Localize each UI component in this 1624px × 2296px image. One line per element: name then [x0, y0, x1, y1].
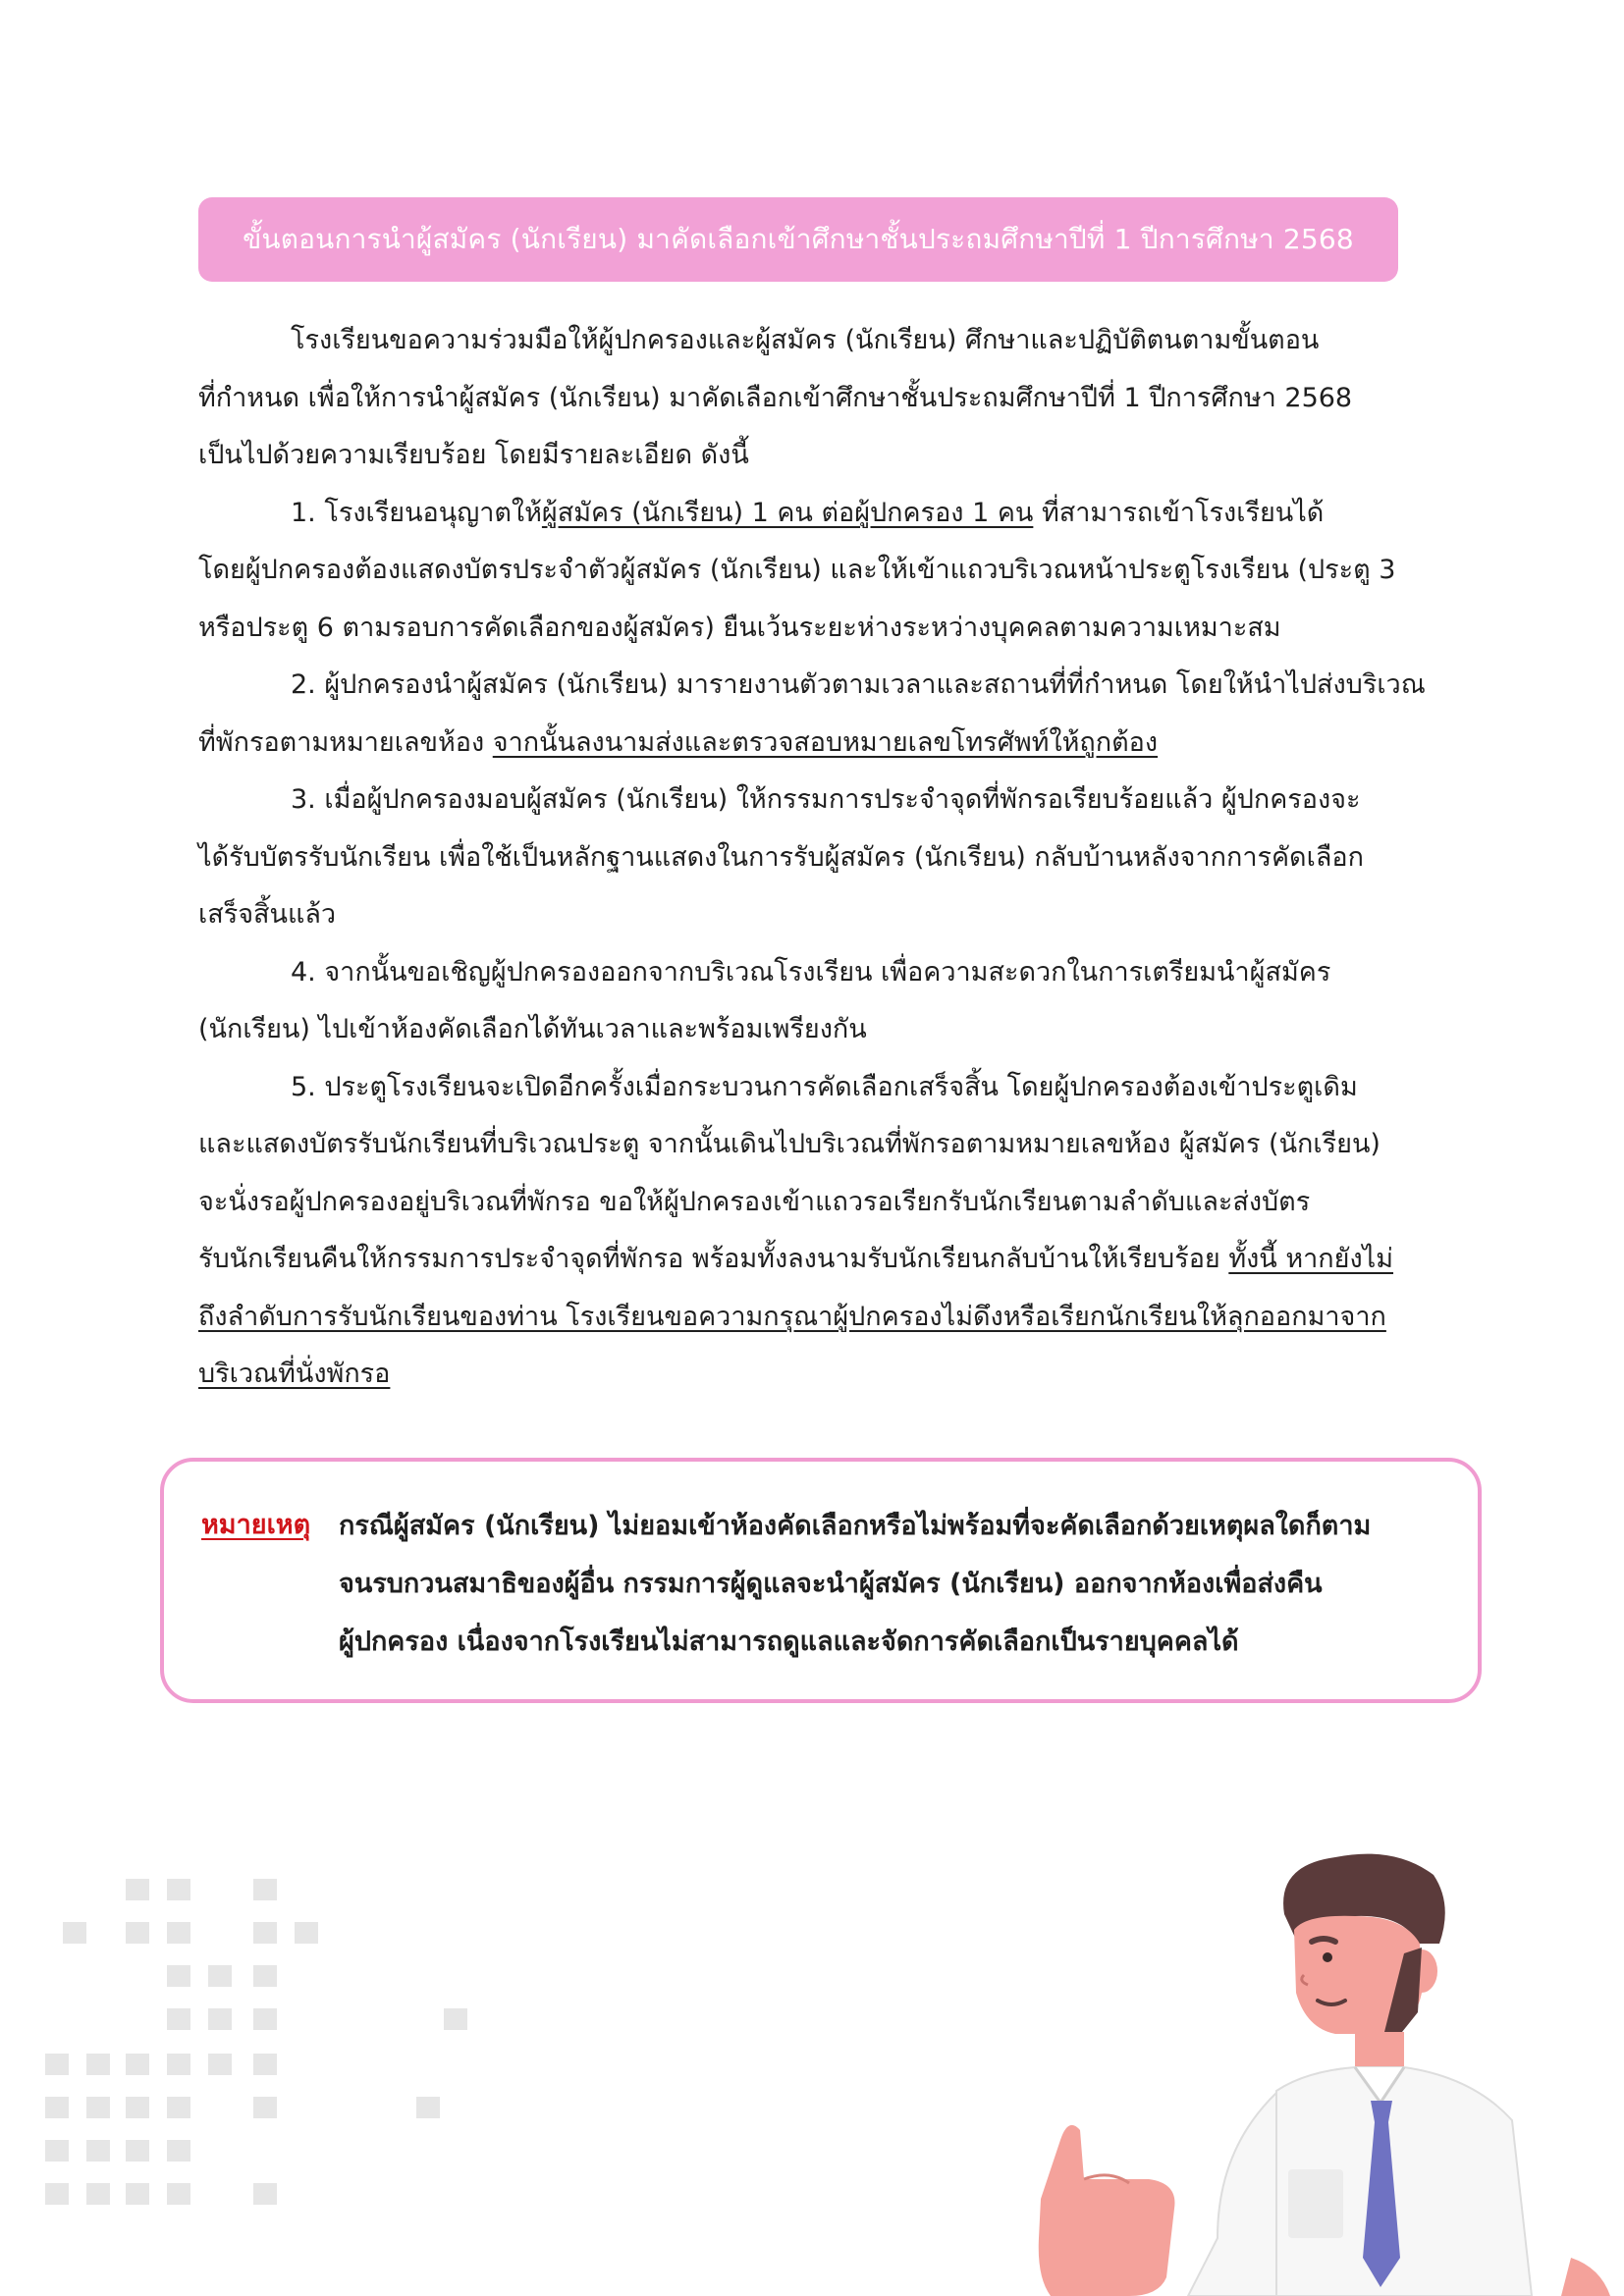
item-5-line-4 [198, 1231, 1443, 1289]
intro-line-2: ที่กำหนด เพื่อให้การนำผู้สมัคร (นักเรียน) มาคัดเลือกเข้าศึกษาชั้นประถมศึกษาปีที่ 1 ปีการศึกษา 2568 [198, 382, 1353, 413]
item-5-underlined-start: ทั้งนี้ หากยังไม่ [1228, 1244, 1394, 1274]
item-1-underlined: ผู้สมัคร (นักเรียน) 1 คน ต่อผู้ปกครอง 1 คน [541, 497, 1034, 528]
page-title: ขั้นตอนการนำผู้สมัคร (นักเรียน) มาคัดเลือกเข้าศึกษาชั้นประถมศึกษาปีที่ 1 ปีการศึกษา 2568 [243, 223, 1354, 255]
item-4-line-2: (นักเรียน) ไปเข้าห้องคัดเลือกได้ทันเวลาและพร้อมเพรียงกัน [198, 1014, 867, 1044]
item-3-line-3: เสร็จสิ้นแล้ว [198, 899, 337, 930]
item-2-line-1: 2. ผู้ปกครองนำผู้สมัคร (นักเรียน) มารายงานตัวตามเวลาและสถานที่ที่กำหนด โดยให้นำไปส่งบริเวณ [291, 669, 1426, 700]
note-box [160, 1458, 1482, 1703]
item-4-line-1: 4. จากนั้นขอเชิญผู้ปกครองออกจากบริเวณโรงเรียน เพื่อความสะดวกในการเตรียมนำผู้สมัคร [291, 956, 1331, 988]
item-5-line-5: ถึงลำดับการรับนักเรียนของท่าน โรงเรียนขอความกรุณาผู้ปกครองไม่ดึงหรือเรียกนักเรียนให้ลุกออกมาจาก [198, 1301, 1386, 1332]
note-text [339, 1497, 1605, 1671]
item-3-line-1: 3. เมื่อผู้ปกครองมอบผู้สมัคร (นักเรียน) ให้กรรมการประจำจุดที่พักรอเรียบร้อยแล้ว ผู้ปกครองจะ [291, 784, 1361, 815]
note-line-3: ผู้ปกครอง เนื่องจากโรงเรียนไม่สามารถดูแลและจัดการคัดเลือกเป็นรายบุคคลได้ [339, 1627, 1239, 1657]
intro-line-1: โรงเรียนขอความร่วมมือให้ผู้ปกครองและผู้สมัคร (นักเรียน) ศึกษาและปฏิบัติตนตามขั้นตอน [291, 325, 1320, 355]
intro-line-3: เป็นไปด้วยความเรียบร้อย โดยมีรายละเอียด ดังนี้ [198, 440, 749, 470]
header-banner [198, 197, 1398, 282]
note-line-1: กรณีผู้สมัคร (นักเรียน) ไม่ยอมเข้าห้องคัดเลือกหรือไม่พร้อมที่จะคัดเลือกด้วยเหตุผลใดก็ตาม [339, 1511, 1372, 1541]
thumbs-up-man-icon [982, 1845, 1624, 2296]
item-5-line-6: บริเวณที่นั่งพักรอ [198, 1359, 391, 1389]
item-2-underlined: จากนั้นลงนามส่งและตรวจสอบหมายเลขโทรศัพท์ให้ถูกต้อง [492, 726, 1159, 758]
item-5-line-3: จะนั่งรอผู้ปกครองอยู่บริเวณที่พักรอ ขอให้ผู้ปกครองเข้าแถวรอเรียกรับนักเรียนตามลำดับและส่งบัตร [198, 1186, 1311, 1217]
item-2-prefix: ที่พักรอตามหมายเลขห้อง [198, 726, 493, 758]
item-5-prefix: รับนักเรียนคืนให้กรรมการประจำจุดที่พักรอ พร้อมทั้งลงนามรับนักเรียนกลับบ้านให้เรียบร้อย [198, 1244, 1229, 1274]
main-content [198, 312, 1443, 1404]
decorative-squares [0, 1845, 511, 2296]
item-1-line-3: หรือประตู 6 ตามรอบการคัดเลือกของผู้สมัคร) ยืนเว้นระยะห่างระหว่างบุคคลตามความเหมาะสม [198, 612, 1281, 643]
item-5-line-1: 5. ประตูโรงเรียนจะเปิดอีกครั้งเมื่อกระบวนการคัดเลือกเสร็จสิ้น โดยผู้ปกครองต้องเข้าประตูเดิม [291, 1071, 1358, 1102]
note-label: หมายเหตุ [201, 1510, 311, 1540]
item-1-line-2: โดยผู้ปกครองต้องแสดงบัตรประจำตัวผู้สมัคร (นักเรียน) และให้เข้าแถวบริเวณหน้าประตูโรงเรียน (ประตู 3 [198, 555, 1396, 585]
item-3-line-2: ได้รับบัตรรับนักเรียน เพื่อใช้เป็นหลักฐานแสดงในการรับผู้สมัคร (นักเรียน) กลับบ้านหลังจากการคัดเลือก [198, 841, 1364, 873]
item-1-prefix: 1. โรงเรียนอนุญาตให้ [291, 497, 542, 528]
item-2-line-2 [198, 715, 1443, 773]
item-1-rest: ที่สามารถเข้าโรงเรียนได้ [1033, 497, 1325, 528]
note-line-2: จนรบกวนสมาธิของผู้อื่น กรรมการผู้ดูแลจะนำผู้สมัคร (นักเรียน) ออกจากห้องเพื่อส่งคืน [339, 1569, 1323, 1599]
item-5-line-2: และแสดงบัตรรับนักเรียนที่บริเวณประตู จากนั้นเดินไปบริเวณที่พักรอตามหมายเลขห้อง ผู้สมัคร (นักเรียน) [198, 1129, 1380, 1159]
item-1-line-1 [198, 485, 1443, 543]
